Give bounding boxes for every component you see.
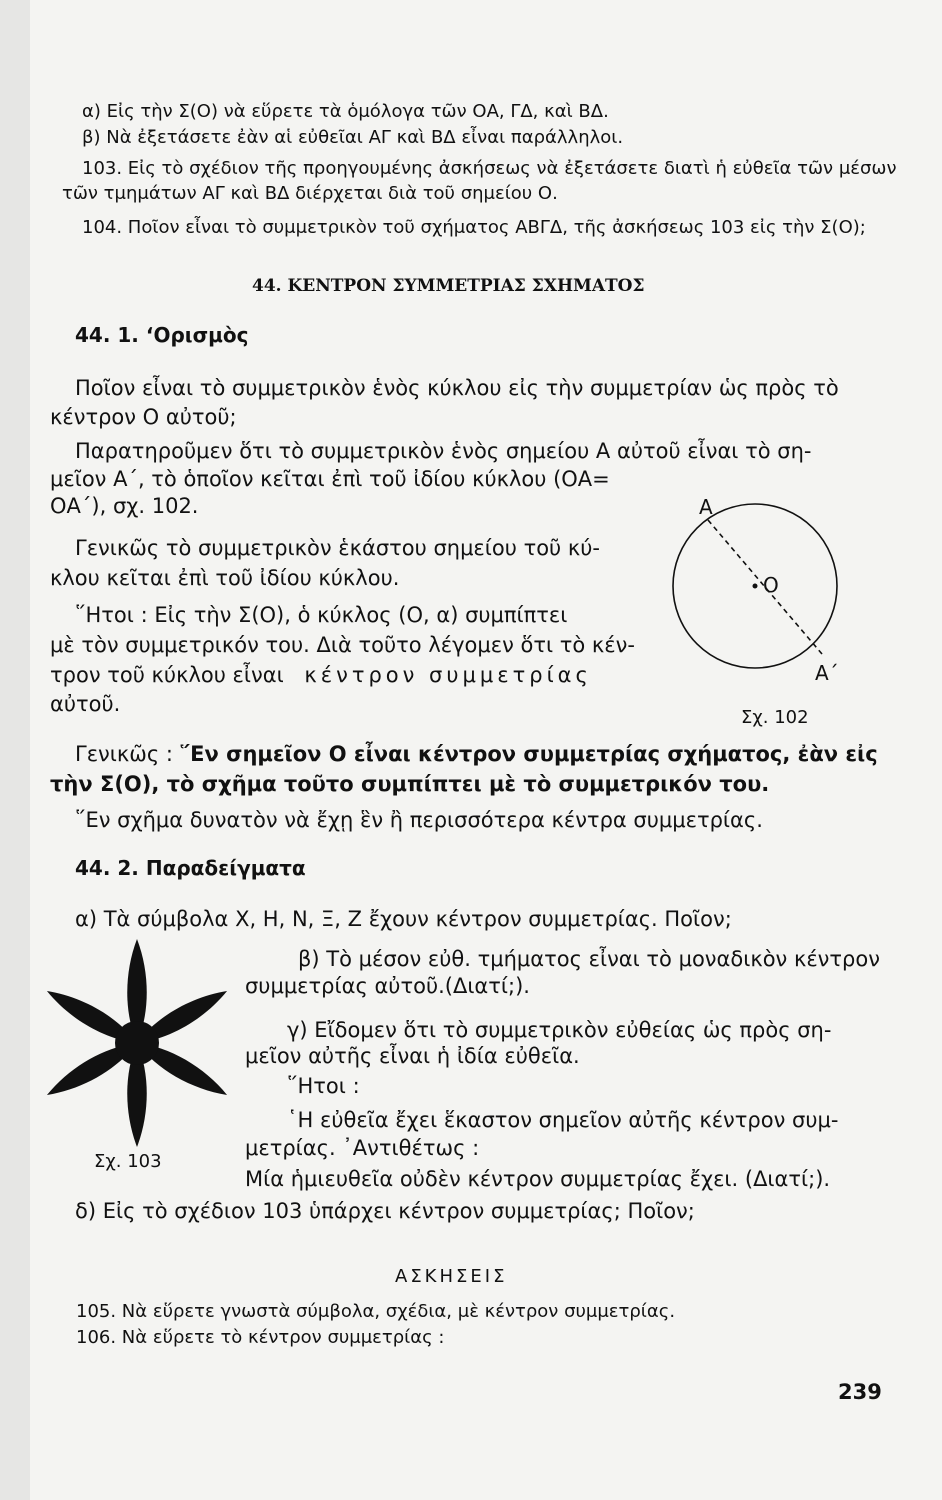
example-g-line-5: μετρίας. ᾿Αντιθέτως : [245, 1136, 480, 1160]
exercise-106: 106. Νὰ εὕρετε τὸ κέντρον συμμετρίας : [76, 1327, 445, 1348]
definition-prefix: Γενικῶς : [75, 742, 173, 766]
paragraph-line: μεῖον Α΄, τὸ ὁποῖον κεῖται ἐπὶ τοῦ ἰδίου κύκλου (ΟΑ= [50, 467, 610, 491]
figure-103-caption: Σχ. 103 [94, 1151, 162, 1172]
example-b-line-2: συμμετρίας αὐτοῦ.(Διατί;). [245, 974, 530, 998]
center-point-o [753, 584, 758, 589]
paragraph-line: ΟΑ΄), σχ. 102. [50, 494, 199, 518]
example-g-line-6: Μία ἡμιευθεῖα οὐδὲν κέντρον συμμετρίας ἔχει. (Διατί;). [245, 1167, 831, 1191]
definition-line-2: τὴν Σ(Ο), τὸ σχῆμα τοῦτο συμπίπτει μὲ τὸ συμμετρικόν του. [50, 772, 770, 796]
example-g-line-1: γ) Εἴδομεν ὅτι τὸ συμμετρικὸν εὐθείας ὡς πρὸς ση- [287, 1018, 832, 1042]
section-title: 44. ΚΕΝΤΡΟΝ ΣΥΜΜΕΤΡΙΑΣ ΣΧΗΜΑΤΟΣ [252, 276, 645, 296]
exercise-103-line-2: τῶν τμημάτων ΑΓ καὶ ΒΔ διέρχεται διὰ τοῦ σημείου Ο. [62, 183, 558, 204]
label-o: Ο [763, 573, 779, 597]
paragraph-line: ῞Ητοι : Εἰς τὴν Σ(Ο), ὁ κύκλος (Ο, α) συμπίπτει [75, 603, 568, 627]
example-g-line-2: μεῖον αὐτῆς εἶναι ἡ ἰδία εὐθεῖα. [245, 1044, 580, 1068]
figure-102-circle-diagram [655, 490, 905, 730]
example-b-line-1: β) Τὸ μέσον εὐθ. τμήματος εἶναι τὸ μοναδικὸν κέντρον [298, 947, 880, 971]
label-a: Α [699, 495, 713, 519]
exercise-103-line-1: 103. Εἰς τὸ σχέδιον τῆς προηγουμένης ἀσκήσεως νὰ ἐξετάσετε διατὶ ἡ εὐθεῖα τῶν μέσων [82, 158, 897, 179]
paragraph-line: Γενικῶς τὸ συμμετρικὸν ἑκάστου σημείου τοῦ κύ- [75, 536, 600, 560]
exercise-105: 105. Νὰ εὕρετε γνωστὰ σύμβολα, σχέδια, μὲ κέντρον συμμετρίας. [76, 1301, 676, 1322]
exercises-title: ΑΣΚΗΣΕΙΣ [395, 1266, 508, 1287]
paragraph-line: Παρατηροῦμεν ὅτι τὸ συμμετρικὸν ἑνὸς σημείου Α αὐτοῦ εἶναι τὸ ση- [75, 439, 812, 463]
example-g-line-3: ῞Ητοι : [287, 1074, 360, 1098]
emphasized-term: κέντρον συμμετρίας [304, 663, 592, 687]
example-d: δ) Εἰς τὸ σχέδιον 103 ὑπάρχει κέντρον συμμετρίας; Ποῖον; [75, 1199, 695, 1223]
example-a: α) Τὰ σύμβολα Χ, Η, Ν, Ξ, Ζ ἔχουν κέντρον συμμετρίας. Ποῖον; [75, 907, 732, 931]
paragraph-line: Ποῖον εἶναι τὸ συμμετρικὸν ἑνὸς κύκλου εἰς τὴν συμμετρίαν ὡς πρὸς τὸ [75, 376, 839, 400]
exercise-102-part-b: β) Νὰ ἐξετάσετε ἐὰν αἱ εὐθεῖαι ΑΓ καὶ ΒΔ εἶναι παράλληλοι. [82, 127, 624, 148]
paragraph-line: ῞Εν σχῆμα δυνατὸν νὰ ἔχῃ ἓν ἢ περισσότερα κέντρα συμμετρίας. [75, 808, 763, 832]
flower-center [115, 1021, 159, 1065]
page-number: 239 [838, 1380, 882, 1404]
subsection-heading-examples: 44. 2. Παραδείγματα [75, 856, 306, 880]
example-g-line-4: ῾Η εὐθεῖα ἔχει ἕκαστον σημεῖον αὐτῆς κέντρον συμ- [287, 1108, 839, 1132]
paragraph-line: κλου κεῖται ἐπὶ τοῦ ἰδίου κύκλου. [50, 566, 400, 590]
paragraph-line: αὐτοῦ. [50, 692, 121, 716]
figure-103-flower-shape [32, 938, 242, 1148]
exercise-102-part-a: α) Εἰς τὴν Σ(Ο) νὰ εὕρετε τὰ ὁμόλογα τῶν ΟΑ, ΓΔ, καὶ ΒΔ. [82, 101, 609, 122]
definition-text: ῞Εν σημεῖον Ο εἶναι κέντρον συμμετρίας σχήματος, ἐὰν εἰς [179, 742, 878, 766]
paragraph-line [50, 661, 592, 689]
figure-102-caption: Σχ. 102 [741, 707, 809, 728]
text-run: τρον τοῦ κύκλου εἶναι [50, 663, 284, 687]
definition-line-1 [75, 740, 878, 768]
paragraph-line: κέντρον Ο αὐτοῦ; [50, 405, 237, 429]
subsection-heading-definition: 44. 1. ʻΟρισμὸς [75, 323, 249, 347]
page-left-margin-shadow [0, 0, 30, 1500]
exercise-104: 104. Ποῖον εἶναι τὸ συμμετρικὸν τοῦ σχήματος ΑΒΓΔ, τῆς ἀσκήσεως 103 εἰς τὴν Σ(Ο); [82, 217, 866, 238]
paragraph-line: μὲ τὸν συμμετρικόν του. Διὰ τοῦτο λέγομεν ὅτι τὸ κέν- [50, 633, 635, 657]
label-a-prime: Α΄ [815, 661, 839, 685]
